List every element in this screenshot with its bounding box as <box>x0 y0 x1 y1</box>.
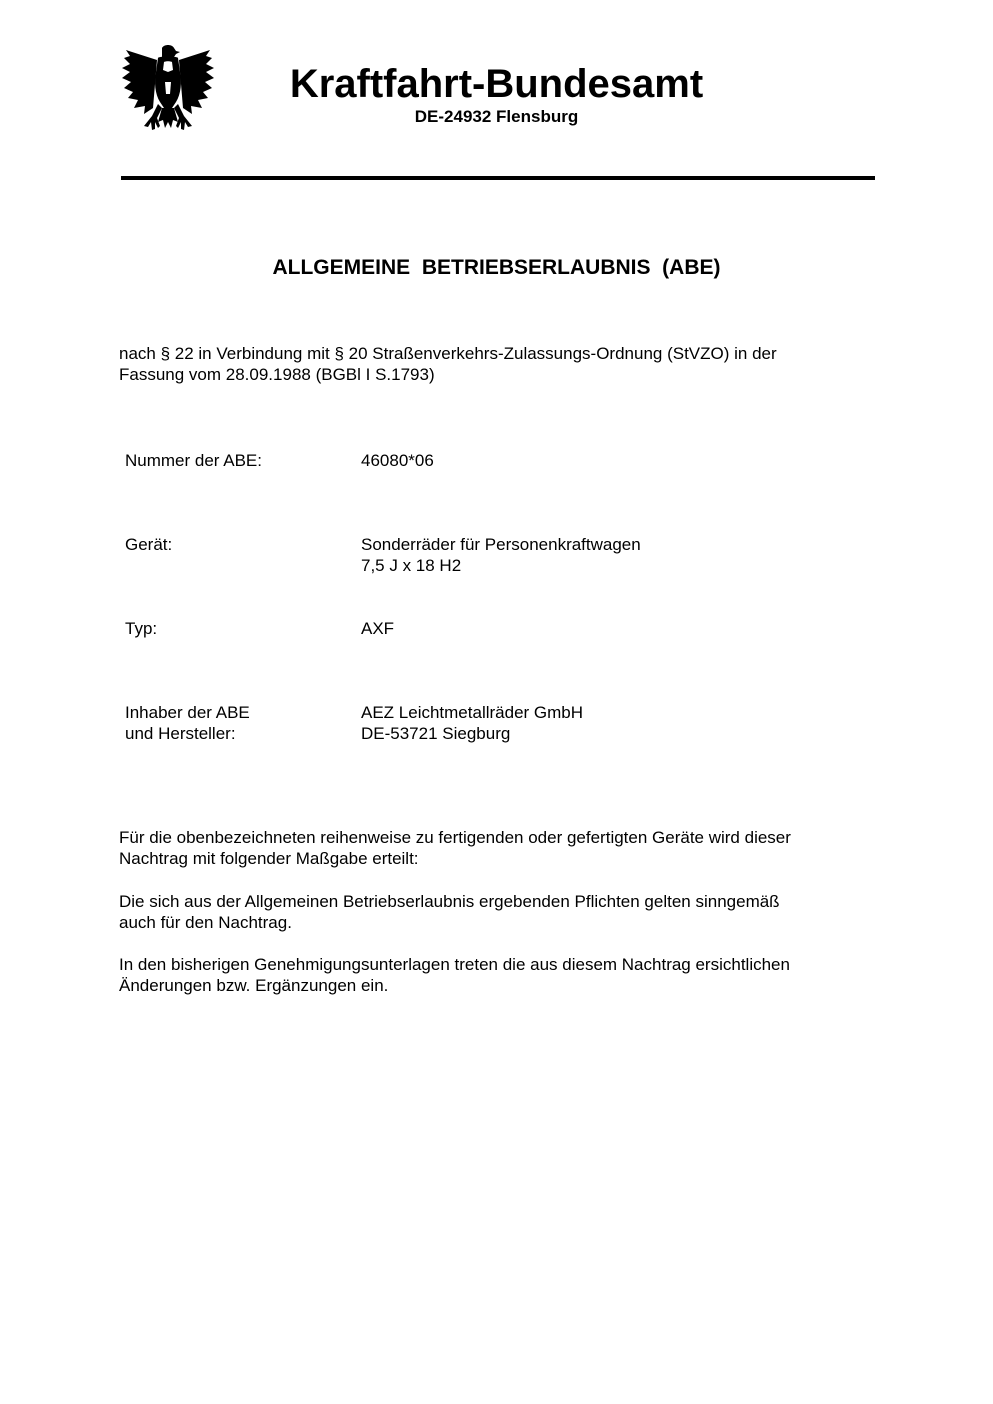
type-label-text: Typ: <box>125 619 158 638</box>
body-line: In den bisherigen Genehmigungsunterlagen treten die aus diesem Nachtrag ersichtlichen <box>119 955 790 974</box>
legal-basis-line: nach § 22 in Verbindung mit § 20 Straßenverkehrs-Zulassungs-Ordnung (StVZO) in der <box>119 344 777 363</box>
type-value <box>361 618 861 639</box>
body-paragraph-2 <box>119 891 879 933</box>
authority-name: Kraftfahrt-Bundesamt <box>289 62 704 106</box>
device-value-line: Sonderräder für Personenkraftwagen <box>361 535 641 554</box>
holder-label-line: und Hersteller: <box>125 724 236 743</box>
body-line: Nachtrag mit folgender Maßgabe erteilt: <box>119 849 419 868</box>
device-value <box>361 534 861 576</box>
authority-address: DE-24932 Flensburg <box>414 107 579 126</box>
abe-number-label-text: Nummer der ABE: <box>125 451 262 470</box>
body-line: Änderungen bzw. Ergänzungen ein. <box>119 976 389 995</box>
device-label <box>125 534 345 555</box>
holder-label <box>125 702 345 744</box>
document-title: ALLGEMEINE BETRIEBSERLAUBNIS (ABE) <box>272 256 721 279</box>
body-line: Für die obenbezeichneten reihenweise zu fertigenden oder gefertigten Geräte wird dieser <box>119 828 791 847</box>
body-paragraph-3 <box>119 954 879 996</box>
device-label-text: Gerät: <box>125 535 173 554</box>
abe-number-value-text: 46080*06 <box>361 451 434 470</box>
holder-value <box>361 702 861 744</box>
header-divider <box>121 176 875 180</box>
abe-number-value <box>361 450 861 471</box>
type-value-text: AXF <box>361 619 395 638</box>
type-label <box>125 618 345 639</box>
legal-basis-line: Fassung vom 28.09.1988 (BGBl I S.1793) <box>119 365 435 384</box>
holder-label-line: Inhaber der ABE <box>125 703 250 722</box>
body-line: auch für den Nachtrag. <box>119 913 292 932</box>
holder-value-line: AEZ Leichtmetallräder GmbH <box>361 703 584 722</box>
device-value-line: 7,5 J x 18 H2 <box>361 556 462 575</box>
holder-value-line: DE-53721 Siegburg <box>361 724 511 743</box>
body-paragraph-1 <box>119 827 879 869</box>
body-line: Die sich aus der Allgemeinen Betriebserlaubnis ergebenden Pflichten gelten sinngemäß <box>119 892 780 911</box>
abe-number-label <box>125 450 345 471</box>
legal-basis-paragraph <box>119 343 879 385</box>
